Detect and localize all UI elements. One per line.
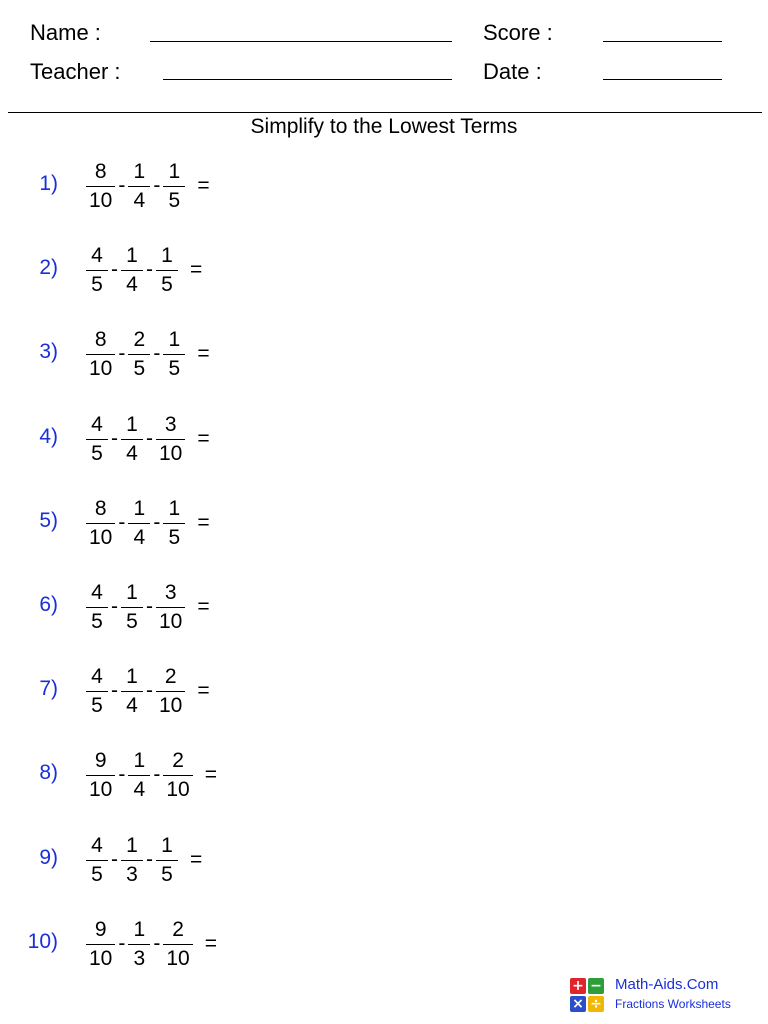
fraction [156, 581, 185, 634]
date-label: Date : [483, 59, 542, 84]
fraction-expression [86, 912, 217, 976]
denominator: 10 [156, 691, 185, 718]
numerator: 1 [133, 917, 146, 941]
problem-number: 8) [39, 761, 58, 784]
numerator: 8 [94, 327, 107, 351]
fraction [86, 918, 115, 971]
problem-4 [0, 407, 400, 471]
minus-operator: - [153, 174, 161, 197]
denominator: 5 [163, 354, 185, 381]
equals-sign: = [197, 679, 210, 702]
logo-name: Math-Aids.Com [615, 976, 719, 993]
fraction [86, 581, 108, 634]
minus-operator: - [118, 763, 126, 786]
fraction [121, 244, 143, 297]
numerator: 1 [126, 243, 138, 267]
fraction [121, 665, 143, 718]
denominator: 5 [156, 270, 178, 297]
fraction [121, 581, 143, 634]
minus-operator: - [118, 174, 126, 197]
denominator: 10 [86, 186, 115, 213]
fraction-expression [86, 322, 210, 386]
fraction [86, 244, 108, 297]
numerator: 1 [126, 580, 138, 604]
fraction [163, 328, 185, 381]
problem-9 [0, 828, 400, 892]
numerator: 1 [161, 833, 173, 857]
fraction [128, 497, 150, 550]
problem-number: 9) [39, 846, 58, 869]
minus-operator: - [146, 427, 153, 450]
problem-number: 1) [39, 172, 58, 195]
teacher-line[interactable] [163, 79, 452, 80]
fraction-expression [86, 407, 210, 471]
denominator: 10 [86, 944, 115, 971]
fraction-expression [86, 659, 210, 723]
minus-operator: - [118, 511, 126, 534]
fraction [121, 413, 143, 466]
fraction [128, 160, 150, 213]
numerator: 4 [91, 664, 103, 688]
numerator: 1 [133, 496, 146, 520]
equals-sign: = [204, 932, 217, 955]
minus-operator: - [153, 763, 161, 786]
numerator: 1 [133, 159, 146, 183]
problem-10 [0, 912, 400, 976]
minus-operator: - [146, 595, 153, 618]
minus-operator: - [111, 679, 118, 702]
date-line[interactable] [603, 79, 722, 80]
minus-operator: - [111, 595, 118, 618]
equals-sign: = [197, 342, 210, 365]
problem-number: 2) [39, 256, 58, 279]
fraction-expression [86, 154, 210, 218]
fraction [156, 413, 185, 466]
denominator: 4 [121, 691, 143, 718]
logo-icon-grid [570, 978, 606, 1014]
fraction [128, 328, 150, 381]
logo-subtitle: Fractions Worksheets [615, 997, 731, 1011]
fraction [121, 834, 143, 887]
problem-number: 4) [39, 425, 58, 448]
numerator: 4 [91, 580, 103, 604]
numerator: 1 [168, 496, 181, 520]
fraction [86, 328, 115, 381]
denominator: 4 [128, 775, 150, 802]
denominator: 4 [128, 523, 150, 550]
numerator: 3 [164, 412, 177, 436]
fraction-expression [86, 238, 202, 302]
denominator: 5 [156, 860, 178, 887]
equals-sign: = [197, 174, 210, 197]
fraction [163, 497, 185, 550]
equals-sign: = [204, 763, 217, 786]
fraction-expression [86, 828, 202, 892]
denominator: 5 [128, 354, 150, 381]
denominator: 10 [163, 775, 192, 802]
denominator: 10 [156, 439, 185, 466]
equals-sign: = [197, 427, 210, 450]
plus-icon: + [570, 978, 586, 994]
minus-operator: - [153, 511, 161, 534]
problem-number: 3) [39, 340, 58, 363]
denominator: 4 [121, 439, 143, 466]
problem-number: 6) [39, 593, 58, 616]
fraction [163, 749, 192, 802]
fraction [128, 749, 150, 802]
numerator: 3 [164, 580, 177, 604]
fraction-expression [86, 491, 210, 555]
fraction [156, 834, 178, 887]
denominator: 5 [121, 607, 143, 634]
teacher-label: Teacher : [30, 59, 121, 84]
fraction [86, 497, 115, 550]
numerator: 8 [94, 159, 107, 183]
problem-5 [0, 491, 400, 555]
denominator: 10 [86, 354, 115, 381]
problem-number: 5) [39, 509, 58, 532]
minus-operator: - [111, 427, 118, 450]
problem-6 [0, 575, 400, 639]
minus-operator: - [111, 848, 118, 871]
equals-sign: = [197, 511, 210, 534]
equals-sign: = [190, 848, 203, 871]
problem-number: 7) [39, 677, 58, 700]
problem-3 [0, 322, 400, 386]
score-label: Score : [483, 20, 553, 45]
fraction [86, 413, 108, 466]
fraction [156, 244, 178, 297]
numerator: 2 [133, 327, 146, 351]
numerator: 1 [126, 412, 138, 436]
worksheet-title: Simplify to the Lowest Terms [250, 115, 518, 138]
fraction [156, 665, 185, 718]
denominator: 3 [128, 944, 150, 971]
numerator: 4 [91, 412, 103, 436]
denominator: 10 [163, 944, 192, 971]
score-line[interactable] [603, 41, 722, 42]
numerator: 8 [94, 496, 107, 520]
problem-number: 10) [27, 930, 58, 953]
times-icon: × [570, 996, 586, 1012]
fraction [86, 665, 108, 718]
numerator: 1 [168, 159, 181, 183]
numerator: 1 [133, 748, 146, 772]
fraction-expression [86, 575, 210, 639]
numerator: 1 [168, 327, 181, 351]
denominator: 10 [156, 607, 185, 634]
numerator: 2 [172, 917, 184, 941]
equals-sign: = [197, 595, 210, 618]
denominator: 5 [86, 607, 108, 634]
denominator: 4 [128, 186, 150, 213]
numerator: 4 [91, 243, 103, 267]
numerator: 9 [94, 917, 107, 941]
numerator: 1 [126, 664, 138, 688]
equals-sign: = [190, 258, 203, 281]
name-label: Name : [30, 20, 101, 45]
minus-operator: - [146, 258, 153, 281]
divide-icon: ÷ [588, 996, 604, 1012]
minus-operator: - [146, 679, 153, 702]
denominator: 5 [163, 523, 185, 550]
numerator: 4 [91, 833, 103, 857]
fraction [86, 834, 108, 887]
fraction [163, 918, 192, 971]
minus-operator: - [153, 932, 161, 955]
minus-operator: - [153, 342, 161, 365]
problem-8 [0, 743, 400, 807]
fraction-expression [86, 743, 217, 807]
minus-icon: − [588, 978, 604, 994]
math-aids-logo[interactable] [570, 976, 760, 1016]
denominator: 5 [86, 691, 108, 718]
fraction [86, 749, 115, 802]
denominator: 10 [86, 775, 115, 802]
header-divider [8, 112, 762, 113]
numerator: 1 [126, 833, 138, 857]
minus-operator: - [111, 258, 118, 281]
name-line[interactable] [150, 41, 452, 42]
denominator: 5 [86, 270, 108, 297]
problem-2 [0, 238, 400, 302]
fraction [163, 160, 185, 213]
fraction [128, 918, 150, 971]
denominator: 4 [121, 270, 143, 297]
minus-operator: - [118, 342, 126, 365]
denominator: 5 [163, 186, 185, 213]
fraction [86, 160, 115, 213]
problem-1 [0, 154, 400, 218]
denominator: 10 [86, 523, 115, 550]
minus-operator: - [146, 848, 153, 871]
minus-operator: - [118, 932, 126, 955]
denominator: 5 [86, 439, 108, 466]
numerator: 1 [161, 243, 173, 267]
problem-7 [0, 659, 400, 723]
numerator: 9 [94, 748, 107, 772]
denominator: 3 [121, 860, 143, 887]
denominator: 5 [86, 860, 108, 887]
numerator: 2 [164, 664, 177, 688]
numerator: 2 [172, 748, 184, 772]
